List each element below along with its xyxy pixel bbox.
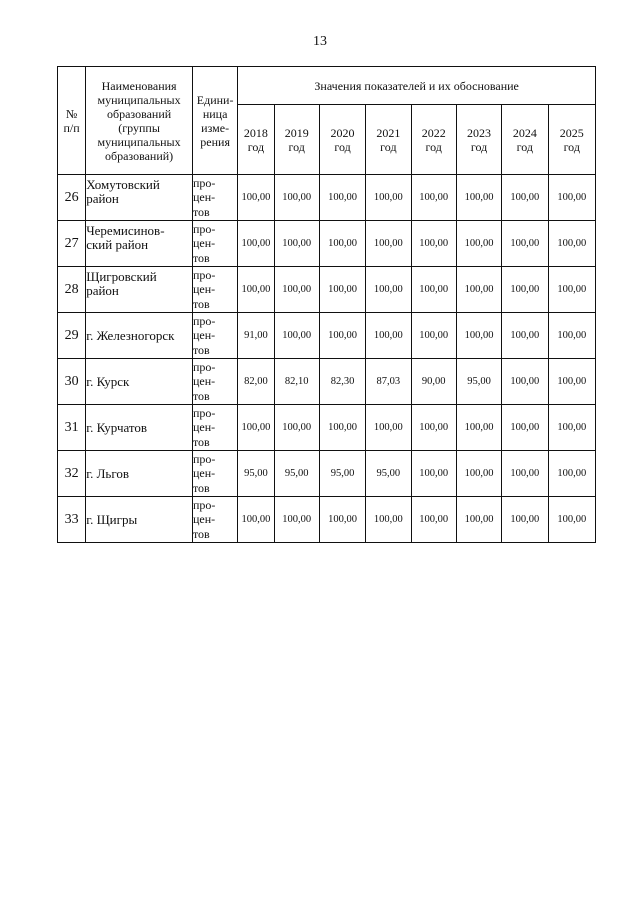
header-values-title: Значения показателей и их обоснование — [238, 67, 596, 105]
unit-of-measure: про- цен- тов — [192, 451, 237, 497]
unit-of-measure: про- цен- тов — [192, 221, 237, 267]
indicator-value: 100,00 — [274, 497, 319, 543]
row-number: 33 — [58, 497, 86, 543]
unit-of-measure: про- цен- тов — [192, 497, 237, 543]
indicator-value: 100,00 — [366, 497, 411, 543]
indicator-value: 100,00 — [238, 405, 274, 451]
indicator-value: 100,00 — [238, 497, 274, 543]
unit-of-measure: про- цен- тов — [192, 313, 237, 359]
indicator-value: 100,00 — [274, 221, 319, 267]
indicator-value: 100,00 — [456, 497, 501, 543]
unit-of-measure: про- цен- тов — [192, 175, 237, 221]
indicator-value: 100,00 — [366, 175, 411, 221]
header-year: 2024 год — [502, 105, 548, 175]
municipality-name: Черемисинов- ский район — [86, 221, 193, 267]
indicator-value: 100,00 — [274, 313, 319, 359]
municipality-name: г. Железногорск — [86, 313, 193, 359]
indicator-value: 100,00 — [319, 175, 365, 221]
table-row — [58, 497, 596, 543]
indicator-value: 100,00 — [548, 405, 595, 451]
indicator-value: 100,00 — [548, 359, 595, 405]
unit-of-measure: про- цен- тов — [192, 359, 237, 405]
unit-of-measure: про- цен- тов — [192, 405, 237, 451]
header-year: 2020 год — [319, 105, 365, 175]
indicator-value: 100,00 — [548, 497, 595, 543]
table-row — [58, 221, 596, 267]
header-year: 2019 год — [274, 105, 319, 175]
indicator-value: 95,00 — [456, 359, 501, 405]
indicator-value: 100,00 — [502, 405, 548, 451]
indicator-value: 100,00 — [238, 267, 274, 313]
header-unit: Едини- ница изме- рения — [192, 67, 237, 175]
indicators-table — [57, 66, 596, 543]
header-year: 2022 год — [411, 105, 456, 175]
table-row — [58, 267, 596, 313]
indicator-value: 100,00 — [411, 405, 456, 451]
header-year: 2023 год — [456, 105, 501, 175]
table-row — [58, 359, 596, 405]
indicator-value: 100,00 — [411, 313, 456, 359]
indicator-value: 87,03 — [366, 359, 411, 405]
municipality-name: г. Курчатов — [86, 405, 193, 451]
header-num: № п/п — [58, 67, 86, 175]
table-row — [58, 313, 596, 359]
indicator-value: 100,00 — [274, 175, 319, 221]
indicator-value: 100,00 — [456, 221, 501, 267]
indicator-value: 95,00 — [274, 451, 319, 497]
row-number: 28 — [58, 267, 86, 313]
row-number: 29 — [58, 313, 86, 359]
municipality-name: г. Щигры — [86, 497, 193, 543]
unit-of-measure: про- цен- тов — [192, 267, 237, 313]
indicator-value: 100,00 — [548, 267, 595, 313]
table-row — [58, 405, 596, 451]
indicator-value: 100,00 — [411, 267, 456, 313]
indicator-value: 100,00 — [411, 451, 456, 497]
table-row — [58, 451, 596, 497]
row-number: 32 — [58, 451, 86, 497]
indicator-value: 100,00 — [319, 267, 365, 313]
indicator-value: 100,00 — [411, 497, 456, 543]
indicator-value: 82,00 — [238, 359, 274, 405]
indicator-value: 100,00 — [238, 221, 274, 267]
indicator-value: 100,00 — [411, 175, 456, 221]
indicator-value: 100,00 — [502, 313, 548, 359]
indicator-value: 100,00 — [502, 175, 548, 221]
indicator-value: 95,00 — [366, 451, 411, 497]
indicator-value: 100,00 — [456, 451, 501, 497]
header-year: 2025 год — [548, 105, 595, 175]
indicator-value: 100,00 — [502, 267, 548, 313]
indicator-value: 91,00 — [238, 313, 274, 359]
row-number: 30 — [58, 359, 86, 405]
row-number: 26 — [58, 175, 86, 221]
header-year: 2021 год — [366, 105, 411, 175]
indicator-value: 95,00 — [319, 451, 365, 497]
indicator-value: 100,00 — [456, 175, 501, 221]
indicator-value: 100,00 — [502, 359, 548, 405]
indicator-value: 82,10 — [274, 359, 319, 405]
indicator-value: 95,00 — [238, 451, 274, 497]
municipality-name: г. Курск — [86, 359, 193, 405]
indicator-value: 100,00 — [548, 175, 595, 221]
indicator-value: 100,00 — [319, 221, 365, 267]
indicator-value: 100,00 — [319, 497, 365, 543]
header-year: 2018 год — [238, 105, 274, 175]
indicator-value: 100,00 — [456, 267, 501, 313]
indicator-value: 100,00 — [319, 405, 365, 451]
indicator-value: 100,00 — [238, 175, 274, 221]
page-number: 13 — [313, 34, 327, 49]
indicator-value: 100,00 — [456, 313, 501, 359]
indicator-value: 100,00 — [366, 221, 411, 267]
row-number: 27 — [58, 221, 86, 267]
municipality-name: Хомутовский район — [86, 175, 193, 221]
row-number: 31 — [58, 405, 86, 451]
indicator-value: 100,00 — [502, 497, 548, 543]
indicator-value: 100,00 — [411, 221, 456, 267]
indicator-value: 90,00 — [411, 359, 456, 405]
header-municipality: Наименования муниципальных образований (группы муниципальных образований) — [86, 67, 193, 175]
municipality-name: г. Льгов — [86, 451, 193, 497]
indicator-value: 100,00 — [548, 313, 595, 359]
indicator-value: 100,00 — [319, 313, 365, 359]
indicator-value: 100,00 — [502, 451, 548, 497]
indicator-value: 82,30 — [319, 359, 365, 405]
indicator-value: 100,00 — [274, 267, 319, 313]
indicator-value: 100,00 — [366, 405, 411, 451]
table-row — [58, 175, 596, 221]
indicator-value: 100,00 — [548, 451, 595, 497]
indicator-value: 100,00 — [502, 221, 548, 267]
indicator-value: 100,00 — [548, 221, 595, 267]
indicator-value: 100,00 — [366, 267, 411, 313]
indicator-value: 100,00 — [274, 405, 319, 451]
indicator-value: 100,00 — [366, 313, 411, 359]
indicator-value: 100,00 — [456, 405, 501, 451]
municipality-name: Щигровский район — [86, 267, 193, 313]
